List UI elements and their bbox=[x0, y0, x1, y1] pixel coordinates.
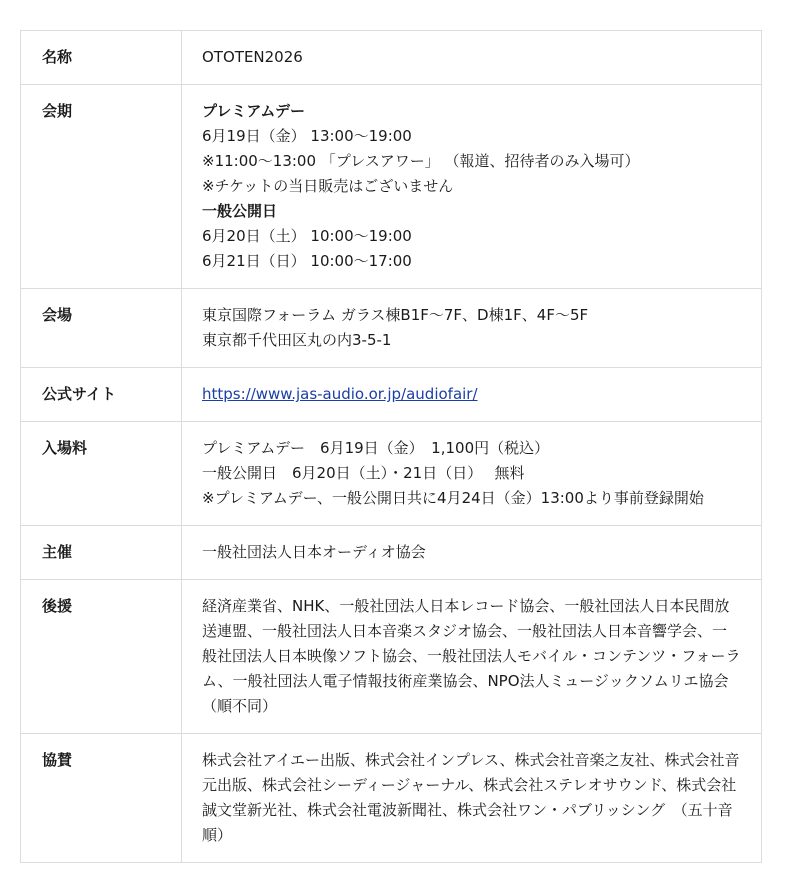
event-info-table bbox=[20, 30, 762, 863]
row-value-support bbox=[182, 580, 762, 734]
row-label-site: 公式サイト bbox=[21, 368, 182, 422]
public-day-date-1: 6月20日（土） 10:00～19:00 bbox=[202, 227, 412, 245]
fee-public-day: 一般公開日 6月20日（土）・21日（日） 無料 bbox=[202, 464, 525, 482]
table-row-fee bbox=[21, 422, 762, 526]
row-value-name bbox=[182, 31, 762, 85]
fee-registration-note: ※プレミアムデー、一般公開日共に4月24日（金）13:00より事前登録開始 bbox=[202, 489, 704, 507]
table-row-support bbox=[21, 580, 762, 734]
table-row-venue bbox=[21, 289, 762, 368]
row-label-venue: 会場 bbox=[21, 289, 182, 368]
row-label-period: 会期 bbox=[21, 85, 182, 289]
row-label-organizer: 主催 bbox=[21, 526, 182, 580]
row-value-period bbox=[182, 85, 762, 289]
premium-day-heading: プレミアムデー bbox=[202, 102, 306, 120]
official-site-link[interactable]: https://www.jas-audio.or.jp/audiofair/ bbox=[202, 385, 478, 403]
event-name: OTOTEN2026 bbox=[202, 48, 303, 66]
sponsor-companies: 株式会社アイエー出版、株式会社インプレス、株式会社音楽之友社、株式会社音元出版、株式会社シーディージャーナル、株式会社ステレオサウンド、株式会社誠文堂新光社、株式会社電波新聞社、株式会社ワン・パブリッシング （五十音順） bbox=[202, 751, 740, 844]
table-row-site bbox=[21, 368, 762, 422]
table-row-name bbox=[21, 31, 762, 85]
row-value-organizer bbox=[182, 526, 762, 580]
fee-premium-day: プレミアムデー 6月19日（金） 1,100円（税込） bbox=[202, 439, 550, 457]
public-day-heading: 一般公開日 bbox=[202, 202, 278, 220]
public-day-date-2: 6月21日（日） 10:00～17:00 bbox=[202, 252, 412, 270]
row-label-name: 名称 bbox=[21, 31, 182, 85]
organizer-name: 一般社団法人日本オーディオ協会 bbox=[202, 543, 426, 561]
table-row-organizer bbox=[21, 526, 762, 580]
press-hour-note: ※11:00～13:00 「プレスアワー」 （報道、招待者のみ入場可） bbox=[202, 152, 640, 170]
venue-name: 東京国際フォーラム ガラス棟B1F～7F、D棟1F、4F～5F bbox=[202, 306, 589, 324]
row-value-sponsor bbox=[182, 734, 762, 863]
row-value-fee bbox=[182, 422, 762, 526]
support-organizations: 経済産業省、NHK、一般社団法人日本レコード協会、一般社団法人日本民間放送連盟、一般社団法人日本音楽スタジオ協会、一般社団法人日本音響学会、一般社団法人日本映像ソフト協会、一般社団法人モバイル・コンテンツ・フォーラム、一般社団法人電子情報技術産業協会、NPO法人ミュージックソムリエ協会 （順不同） bbox=[202, 597, 741, 715]
row-value-venue bbox=[182, 289, 762, 368]
row-label-support: 後援 bbox=[21, 580, 182, 734]
row-label-fee: 入場料 bbox=[21, 422, 182, 526]
row-label-sponsor: 協賛 bbox=[21, 734, 182, 863]
no-same-day-ticket-note: ※チケットの当日販売はございません bbox=[202, 177, 454, 195]
premium-day-date: 6月19日（金） 13:00～19:00 bbox=[202, 127, 412, 145]
venue-address: 東京都千代田区丸の内3-5-1 bbox=[202, 331, 392, 349]
table-row-period bbox=[21, 85, 762, 289]
row-value-site bbox=[182, 368, 762, 422]
table-row-sponsor bbox=[21, 734, 762, 863]
